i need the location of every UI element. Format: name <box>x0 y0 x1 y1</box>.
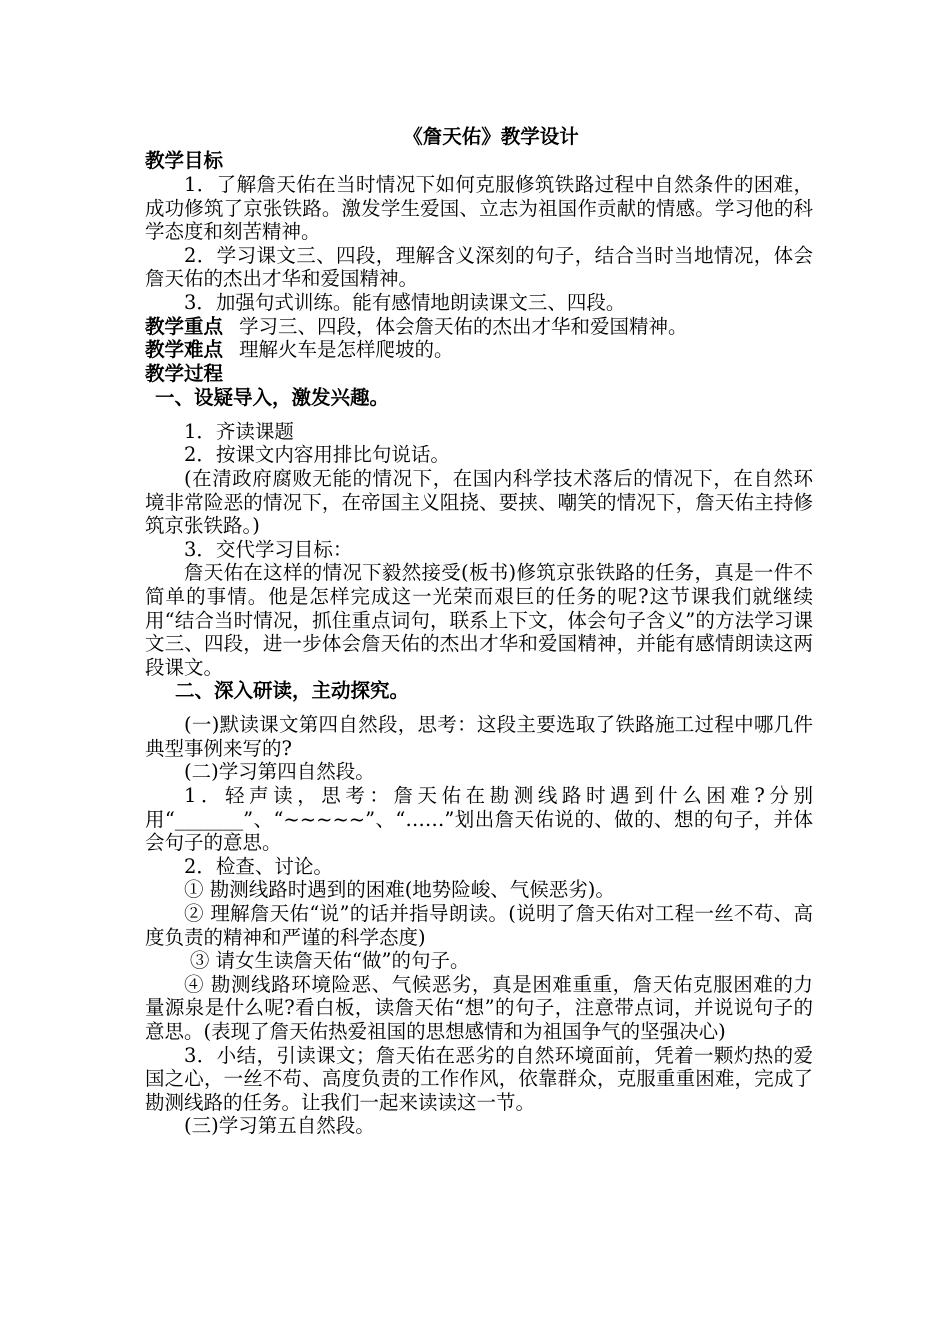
section-2-para: (二)学习第四自然段。 <box>184 760 375 784</box>
process-heading: 教学过程 <box>145 361 224 385</box>
key-point <box>145 315 813 339</box>
section-2-para: ④ 勘测线路环境险恶、气候恶劣，真是困难重重，詹天佑克服困难的力量源泉是什么呢?看白板，读詹天佑“想”的句子，注意带点词，并说说句子的意思。(表现了詹天佑热爱祖国的思想感情和为祖国争气的坚强决心) <box>145 972 813 1043</box>
difficulty-text: 理解火车是怎样爬坡的。 <box>239 338 454 362</box>
section-1-para: 3．交代学习目标： <box>184 537 353 561</box>
section-2-para: 2．检查、讨论。 <box>184 854 333 878</box>
section-1-heading: 一、设疑导入，激发兴趣。 <box>155 385 390 409</box>
section-1-para: 詹天佑在这样的情况下毅然接受(板书)修筑京张铁路的任务，真是一件不简单的事情。他是怎样完成这一光荣而艰巨的任务的呢?这节课我们就继续用“结合当时情况，抓住重点词句，联系上下文，体会句子含义”的方法学习课文三、四段，进一步体会詹天佑的杰出才华和爱国精神，并能有感情朗读这两段课文。 <box>145 561 813 679</box>
section-2-para: (三)学习第五自然段。 <box>184 1114 375 1138</box>
objective-item-2: 2．学习课文三、四段，理解含义深刻的句子，结合当时当地情况，体会詹天佑的杰出才华和爱国精神。 <box>145 243 813 291</box>
document-page <box>145 124 813 1138</box>
section-1-para: 2．按课文内容用排比句说话。 <box>184 443 450 467</box>
objective-item-3: 3．加强句式训练。能有感情地朗读课文三、四段。 <box>184 290 626 314</box>
difficulty <box>145 338 813 362</box>
section-2-heading: 二、深入研读，主动探究。 <box>175 679 410 703</box>
objectives-heading: 教学目标 <box>145 149 224 172</box>
section-2-para: 1．轻声读，思考：詹天佑在勘测线路时遇到什么困难?分别用“_______”、“~~~~~”、“……”划出詹天佑说的、做的、想的句子，并体会句子的意思。 <box>145 784 813 855</box>
document-title: 《詹天佑》教学设计 <box>403 125 579 148</box>
section-1-para: 1．齐读课题 <box>184 419 294 443</box>
section-2-para: 3．小结，引读课文；詹天佑在恶劣的自然环境面前，凭着一颗灼热的爱国之心，一丝不苟、高度负责的工作作风，依靠群众，克服重重困难，完成了勘测线路的任务。让我们一起来读读这一节。 <box>145 1043 813 1114</box>
section-1-para: (在清政府腐败无能的情况下，在国内科学技术落后的情况下，在自然环境非常险恶的情况下，在帝国主义阻挠、要挟、嘲笑的情况下，詹天佑主持修筑京张铁路。) <box>145 466 813 538</box>
section-2-para: (一)默读课文第四自然段，思考：这段主要选取了铁路施工过程中哪几件典型事例来写的? <box>145 713 813 760</box>
key-point-label: 教学重点 <box>145 314 224 338</box>
objective-item-1: 1．了解詹天佑在当时情况下如何克服修筑铁路过程中自然条件的困难，成功修筑了京张铁路。激发学生爱国、立志为祖国作贡献的情感。学习他的科学态度和刻苦精神。 <box>145 173 813 244</box>
difficulty-label: 教学难点 <box>145 338 224 362</box>
key-point-text: 学习三、四段，体会詹天佑的杰出才华和爱国精神。 <box>239 314 688 338</box>
section-2-para: ① 勘测线路时遇到的困难(地势险峻、气候恶劣)。 <box>184 878 615 902</box>
section-2-para: ② 理解詹天佑“说”的话并指导朗读。(说明了詹天佑对工程一丝不苟、高度负责的精神和严谨的科学态度) <box>145 902 813 949</box>
section-2-para: ③ 请女生读詹天佑“做”的句子。 <box>189 949 470 973</box>
